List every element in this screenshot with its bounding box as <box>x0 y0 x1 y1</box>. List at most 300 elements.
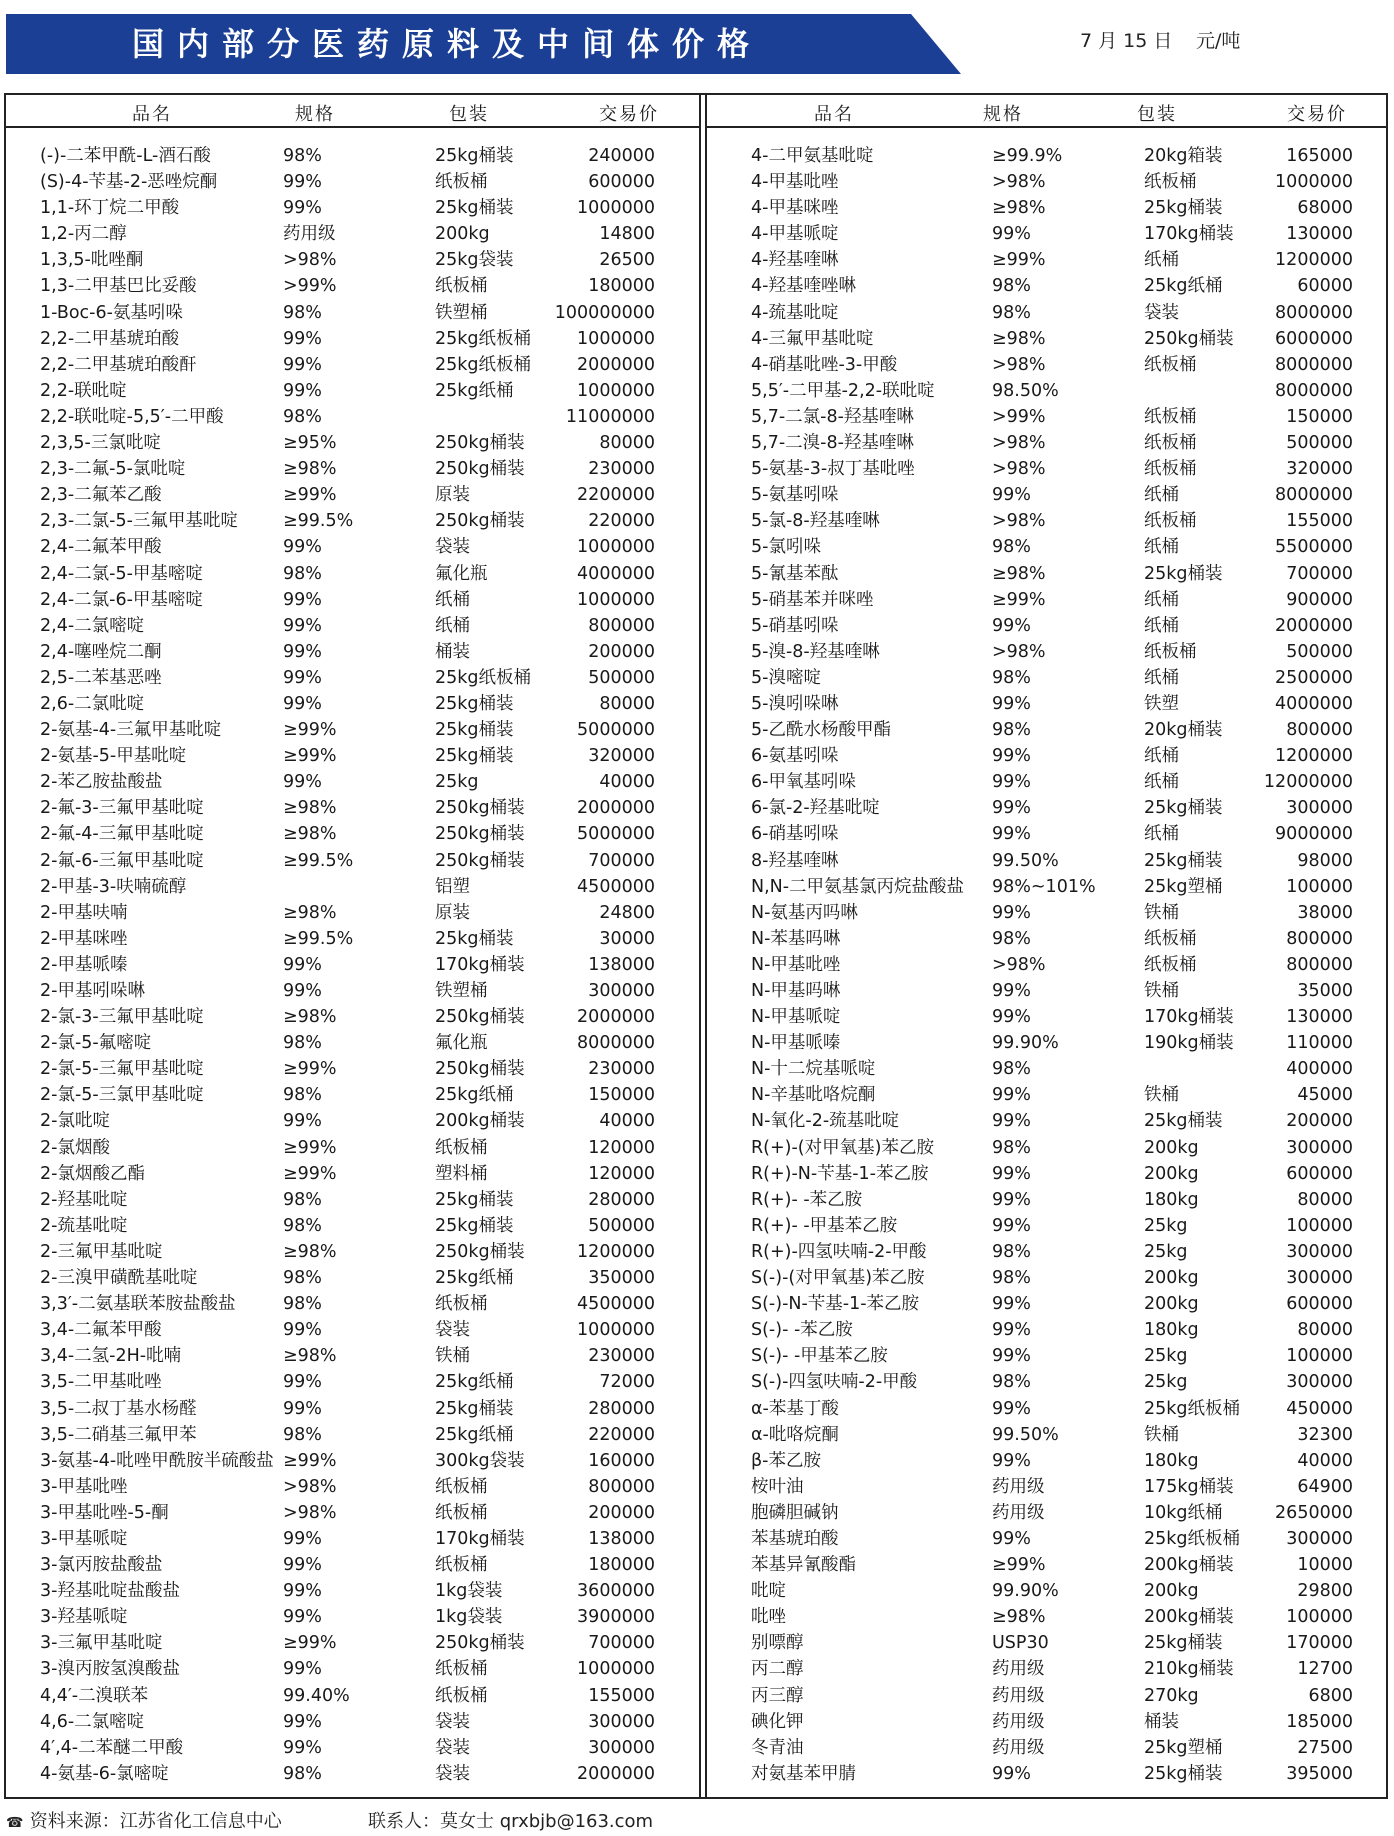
product-packaging: 180kg <box>1144 1450 1199 1471</box>
product-name: 2,3,5-三氯吡啶 <box>40 433 161 454</box>
product-price: 500000 <box>1286 433 1353 454</box>
product-packaging: 纸板桶 <box>435 1555 488 1576</box>
product-spec: 药用级 <box>992 1476 1045 1497</box>
product-name: 5-溴-8-羟基喹啉 <box>751 641 880 662</box>
table-row <box>6 1161 699 1187</box>
table-row <box>707 874 1386 900</box>
product-price: 40000 <box>1297 1450 1353 1471</box>
product-spec: 药用级 <box>283 224 336 245</box>
product-spec: 99% <box>992 772 1031 793</box>
product-price: 8000000 <box>1275 302 1353 323</box>
table-row <box>6 795 699 821</box>
table-row <box>6 1317 699 1343</box>
product-spec: >99% <box>992 406 1046 427</box>
price-table <box>4 93 1388 1799</box>
product-name: N,N-二甲氨基氯丙烷盐酸盐 <box>751 876 965 897</box>
product-packaging: 25kg <box>1144 1215 1188 1236</box>
product-spec: 98%~101% <box>992 876 1096 897</box>
product-packaging: 170kg桶装 <box>435 1528 525 1549</box>
product-name: 2-氯烟酸 <box>40 1137 110 1158</box>
product-spec: 99% <box>992 693 1031 714</box>
product-name: N-甲基吗啉 <box>751 981 841 1001</box>
product-packaging: 纸板桶 <box>1144 354 1197 375</box>
product-name: 4′,4-二苯醚二甲酸 <box>40 1737 184 1758</box>
table-row <box>707 952 1386 978</box>
product-price: 2200000 <box>577 485 655 506</box>
product-packaging: 25kg纸桶 <box>435 1085 514 1106</box>
product-price: 40000 <box>599 772 655 793</box>
table-row <box>6 665 699 691</box>
product-name: 3-氯丙胺盐酸盐 <box>40 1555 163 1576</box>
product-packaging: 桶装 <box>1144 1711 1179 1732</box>
product-spec: 98% <box>283 1085 322 1106</box>
table-row <box>707 300 1386 326</box>
table-row <box>707 1474 1386 1500</box>
table-row <box>6 143 699 169</box>
product-packaging: 25kg纸板桶 <box>435 667 532 688</box>
product-spec: >99% <box>283 276 337 297</box>
product-price: 64900 <box>1297 1476 1353 1497</box>
product-spec: >98% <box>283 1502 337 1523</box>
table-row <box>6 1343 699 1369</box>
product-name: 4-甲基哌啶 <box>751 224 839 245</box>
product-price: 800000 <box>588 1476 655 1497</box>
product-name: 3,5-二硝基三氟甲苯 <box>40 1424 197 1445</box>
product-price: 300000 <box>588 1737 655 1758</box>
product-spec: 药用级 <box>992 1711 1045 1732</box>
product-packaging: 纸板桶 <box>1144 641 1197 662</box>
product-spec: ≥98% <box>283 459 337 480</box>
source-note: 资料来源：江苏省化工信息中心 <box>29 1811 282 1832</box>
product-price: 500000 <box>1286 641 1353 662</box>
product-spec: 99% <box>283 693 322 714</box>
table-row <box>707 378 1386 404</box>
product-spec: ≥99.5% <box>283 928 354 949</box>
product-name: 2-氯-5-三氯甲基吡啶 <box>40 1085 204 1106</box>
report-date: 7 月 15 日 <box>1080 30 1173 52</box>
product-spec: ≥98% <box>283 1346 337 1367</box>
product-price: 2650000 <box>1275 1502 1353 1523</box>
product-spec: 99% <box>992 1215 1031 1236</box>
product-packaging: 铁桶 <box>1144 1424 1179 1445</box>
product-packaging: 210kg桶装 <box>1144 1659 1234 1680</box>
product-price: 12700 <box>1297 1659 1353 1680</box>
product-price: 1000000 <box>577 328 655 349</box>
product-packaging: 200kg <box>1144 1137 1199 1158</box>
product-price: 180000 <box>588 1555 655 1576</box>
table-row <box>6 482 699 508</box>
product-packaging: 180kg <box>1144 1189 1199 1210</box>
product-price: 300000 <box>1286 798 1353 819</box>
table-row <box>6 221 699 247</box>
product-packaging: 纸板桶 <box>1144 406 1197 427</box>
product-name: 2-氨基-5-甲基吡啶 <box>40 746 187 767</box>
product-name: 2-氯-5-三氟甲基吡啶 <box>40 1059 204 1080</box>
product-name: 2-氯-5-氟嘧啶 <box>40 1033 152 1054</box>
table-row <box>707 743 1386 769</box>
product-packaging: 塑料桶 <box>435 1163 488 1184</box>
table-row <box>6 534 699 560</box>
column-header-right <box>707 95 1386 128</box>
table-row <box>707 1082 1386 1108</box>
table-row <box>6 1709 699 1735</box>
product-name: R(+)- -甲基苯乙胺 <box>751 1215 898 1236</box>
product-spec: ≥99% <box>992 250 1046 271</box>
product-spec: 99% <box>283 1398 322 1419</box>
product-spec: ≥99.9% <box>992 146 1063 166</box>
product-price: 600000 <box>588 172 655 193</box>
product-price: 6000000 <box>1275 328 1353 349</box>
product-name: N-甲基哌嗪 <box>751 1033 841 1054</box>
table-row <box>707 1135 1386 1161</box>
product-spec: 99% <box>283 1372 322 1393</box>
table-row <box>6 952 699 978</box>
product-price: 320000 <box>1286 459 1353 480</box>
product-packaging: 纸板桶 <box>435 1502 488 1523</box>
product-packaging: 纸板桶 <box>435 1294 488 1315</box>
product-spec: ≥99% <box>992 1555 1046 1576</box>
product-name: 2,5-二苯基恶唑 <box>40 667 162 688</box>
product-name: 2,4-二氟苯甲酸 <box>40 537 162 558</box>
col-pack-header: 包装 <box>1137 104 1177 125</box>
product-price: 2000000 <box>577 354 655 375</box>
table-row <box>6 1291 699 1317</box>
table-row <box>707 1161 1386 1187</box>
product-price: 4500000 <box>577 876 655 897</box>
product-packaging: 纸板桶 <box>435 276 488 297</box>
product-price: 138000 <box>588 1528 655 1549</box>
product-spec: 药用级 <box>992 1737 1045 1758</box>
product-price: 2000000 <box>577 798 655 819</box>
table-row <box>6 430 699 456</box>
product-name: 5-氨基-3-叔丁基吡唑 <box>751 459 915 480</box>
product-name: 2,4-二氯嘧啶 <box>40 615 145 636</box>
product-spec: 99% <box>283 1528 322 1549</box>
table-row <box>707 1239 1386 1265</box>
product-spec: 99% <box>283 589 322 610</box>
product-price: 1200000 <box>1275 746 1353 767</box>
product-price: 350000 <box>588 1268 655 1289</box>
product-name: 2,4-噻唑烷二酮 <box>40 641 162 662</box>
product-packaging: 25kg桶装 <box>435 1215 514 1236</box>
table-row <box>6 1108 699 1134</box>
product-name: 冬青油 <box>751 1737 804 1758</box>
product-name: 6-硝基吲哚 <box>751 824 839 845</box>
product-price: 26500 <box>599 250 655 271</box>
product-packaging: 25kg桶装 <box>1144 563 1223 584</box>
product-spec: 98% <box>283 1294 322 1315</box>
product-price: 1000000 <box>577 1659 655 1680</box>
product-packaging: 铁桶 <box>1144 902 1179 923</box>
table-row <box>6 378 699 404</box>
product-packaging: 纸板桶 <box>1144 954 1197 975</box>
product-packaging: 25kg <box>1144 1372 1188 1393</box>
table-row <box>707 821 1386 847</box>
product-name: N-十二烷基哌啶 <box>751 1059 876 1080</box>
table-row <box>707 561 1386 587</box>
product-packaging: 250kg桶装 <box>435 824 525 845</box>
product-spec: 99% <box>283 328 322 349</box>
product-price: 2000000 <box>577 1763 655 1784</box>
product-packaging: 1kg袋装 <box>435 1607 503 1628</box>
product-packaging: 袋装 <box>435 537 470 558</box>
table-row <box>707 1761 1386 1787</box>
product-price: 300000 <box>588 1711 655 1732</box>
product-name: 3,3′-二氨基联苯胺盐酸盐 <box>40 1294 236 1315</box>
table-row <box>707 1291 1386 1317</box>
table-row <box>707 1422 1386 1448</box>
table-row <box>707 978 1386 1004</box>
product-price: 98000 <box>1297 850 1353 871</box>
product-name: 2-巯基吡啶 <box>40 1215 128 1236</box>
product-price: 230000 <box>588 459 655 480</box>
product-packaging: 250kg桶装 <box>435 850 525 871</box>
product-price: 200000 <box>588 1502 655 1523</box>
product-spec: 98% <box>992 1268 1031 1289</box>
product-spec: 99.90% <box>992 1581 1059 1602</box>
product-spec: 98% <box>283 1189 322 1210</box>
table-row <box>6 978 699 1004</box>
product-packaging: 纸板桶 <box>435 172 488 193</box>
table-row <box>707 587 1386 613</box>
product-name: 别嘌醇 <box>751 1633 804 1654</box>
table-row <box>6 900 699 926</box>
product-packaging: 铁塑桶 <box>435 981 488 1001</box>
table-row <box>6 743 699 769</box>
product-price: 110000 <box>1286 1033 1353 1054</box>
product-spec: ≥99.5% <box>283 850 354 871</box>
product-price: 1200000 <box>1275 250 1353 271</box>
product-price: 5000000 <box>577 720 655 741</box>
product-name: 2-羟基吡啶 <box>40 1189 128 1210</box>
product-packaging: 纸桶 <box>1144 772 1179 793</box>
product-packaging: 铁塑 <box>1144 693 1179 714</box>
product-spec: 药用级 <box>992 1685 1045 1706</box>
product-spec: 98% <box>283 1215 322 1236</box>
product-spec: 99% <box>283 1111 322 1132</box>
product-name: S(-)-(对甲氧基)苯乙胺 <box>751 1268 925 1289</box>
product-packaging: 25kg纸桶 <box>435 1268 514 1289</box>
product-packaging: 25kg桶装 <box>435 746 514 767</box>
price-table-left <box>6 95 701 1797</box>
product-packaging: 纸板桶 <box>1144 511 1197 532</box>
product-price: 600000 <box>1286 1163 1353 1184</box>
product-spec: 98% <box>283 146 322 166</box>
product-spec: 99% <box>283 1607 322 1628</box>
product-spec: 98% <box>992 1137 1031 1158</box>
product-packaging: 纸板桶 <box>1144 459 1197 480</box>
table-row <box>707 404 1386 430</box>
product-spec: ≥98% <box>992 563 1046 584</box>
product-packaging: 25kg桶装 <box>435 1398 514 1419</box>
table-row <box>6 1552 699 1578</box>
product-spec: 98% <box>992 302 1031 323</box>
product-spec: >98% <box>992 433 1046 454</box>
product-packaging: 纸板桶 <box>435 1685 488 1706</box>
page-footer <box>6 1807 654 1833</box>
table-row <box>707 1396 1386 1422</box>
product-packaging: 25kg桶装 <box>435 198 514 219</box>
product-spec: 99% <box>992 1085 1031 1106</box>
product-spec: 99% <box>283 1737 322 1758</box>
page-title: 国内部分医药原料及中间体价格 <box>132 25 763 63</box>
product-spec: 98% <box>992 537 1031 558</box>
product-packaging: 200kg桶装 <box>1144 1555 1234 1576</box>
product-spec: 99% <box>283 1320 322 1341</box>
product-price: 155000 <box>1286 511 1353 532</box>
product-packaging: 250kg桶装 <box>435 1007 525 1028</box>
product-packaging: 25kg纸桶 <box>435 1424 514 1445</box>
product-price: 8000000 <box>577 1033 655 1054</box>
product-price: 8000000 <box>1275 380 1353 401</box>
product-packaging: 200kg <box>435 224 490 245</box>
product-price: 4500000 <box>577 1294 655 1315</box>
product-name: 苯基异氰酸酯 <box>751 1555 856 1576</box>
table-row <box>707 247 1386 273</box>
product-price: 120000 <box>588 1163 655 1184</box>
product-name: (S)-4-苄基-2-恶唑烷酮 <box>40 172 218 193</box>
table-row <box>707 1108 1386 1134</box>
table-row <box>6 1396 699 1422</box>
table-row <box>707 430 1386 456</box>
product-price: 700000 <box>1286 563 1353 584</box>
product-name: 4-三氟甲基吡啶 <box>751 328 874 349</box>
product-spec: >98% <box>992 641 1046 662</box>
product-price: 170000 <box>1286 1633 1353 1654</box>
product-spec: 99% <box>283 615 322 636</box>
table-row <box>707 1604 1386 1630</box>
product-price: 1000000 <box>577 380 655 401</box>
product-spec: USP30 <box>992 1633 1049 1654</box>
product-packaging: 纸板桶 <box>435 1659 488 1680</box>
table-row <box>707 1030 1386 1056</box>
product-name: 苯基琥珀酸 <box>751 1528 839 1549</box>
table-row <box>6 1526 699 1552</box>
table-row <box>707 482 1386 508</box>
product-packaging: 纸桶 <box>1144 824 1179 845</box>
product-price: 300000 <box>1286 1241 1353 1262</box>
product-packaging: 纸板桶 <box>1144 433 1197 454</box>
product-price: 300000 <box>1286 1372 1353 1393</box>
product-price: 2000000 <box>1275 615 1353 636</box>
product-spec: >98% <box>992 511 1046 532</box>
product-name: 2-甲基咪唑 <box>40 928 128 949</box>
table-row <box>707 848 1386 874</box>
product-name: 桉叶油 <box>751 1476 804 1497</box>
product-name: 2,2-二甲基琥珀酸酐 <box>40 354 197 375</box>
product-spec: 99% <box>992 1294 1031 1315</box>
contact-note: 联系人：莫女士 qrxbjb@163.com <box>368 1811 654 1832</box>
product-spec: 药用级 <box>992 1502 1045 1523</box>
product-price: 1000000 <box>577 537 655 558</box>
product-spec: 98% <box>283 1268 322 1289</box>
product-price: 155000 <box>588 1685 655 1706</box>
table-row <box>6 1369 699 1395</box>
product-price: 60000 <box>1297 276 1353 297</box>
product-price: 900000 <box>1286 589 1353 610</box>
product-name: 1,3,5-吡唑酮 <box>40 250 144 271</box>
product-name: 4,4′-二溴联苯 <box>40 1685 149 1706</box>
product-name: 2-氨基-4-三氟甲基吡啶 <box>40 720 222 741</box>
table-row <box>6 1761 699 1787</box>
product-name: 2,3-二氯-5-三氟甲基吡啶 <box>40 511 238 532</box>
product-packaging: 纸板桶 <box>435 1476 488 1497</box>
product-packaging: 25kg桶装 <box>435 146 514 166</box>
product-price: 130000 <box>1286 224 1353 245</box>
product-spec: 98% <box>283 1033 322 1054</box>
product-price: 185000 <box>1286 1711 1353 1732</box>
product-spec: 98% <box>992 928 1031 949</box>
product-price: 30000 <box>599 928 655 949</box>
column-header-left <box>6 95 699 128</box>
product-name: 5-溴嘧啶 <box>751 667 821 688</box>
table-row <box>707 143 1386 169</box>
product-spec: 99% <box>992 824 1031 845</box>
product-spec: ≥99% <box>283 1137 337 1158</box>
product-spec: 99% <box>992 224 1031 245</box>
product-spec: ≥98% <box>992 198 1046 219</box>
table-row <box>6 1500 699 1526</box>
product-price: 8000000 <box>1275 485 1353 506</box>
product-name: N-氨基丙吗啉 <box>751 902 858 923</box>
product-packaging: 袋装 <box>435 1711 470 1732</box>
product-name: 2,4-二氯-6-甲基嘧啶 <box>40 589 203 610</box>
table-row <box>6 613 699 639</box>
product-packaging: 25kg <box>1144 1346 1188 1367</box>
col-name-header: 品名 <box>814 104 854 125</box>
product-spec: 98% <box>283 406 322 427</box>
product-price: 32300 <box>1297 1424 1353 1445</box>
product-spec: 98% <box>283 1424 322 1445</box>
product-spec: 99% <box>992 485 1031 506</box>
table-row <box>6 1604 699 1630</box>
table-row <box>6 587 699 613</box>
product-packaging: 纸桶 <box>1144 615 1179 636</box>
product-packaging: 250kg桶装 <box>435 511 525 532</box>
table-row <box>707 639 1386 665</box>
col-name-header: 品名 <box>132 104 172 125</box>
product-packaging: 200kg <box>1144 1581 1199 1602</box>
table-row <box>6 1030 699 1056</box>
product-name: 6-氨基吲哚 <box>751 746 839 767</box>
product-name: R(+)-N-苄基-1-苯乙胺 <box>751 1163 929 1184</box>
product-spec: >98% <box>992 954 1046 975</box>
product-price: 230000 <box>588 1059 655 1080</box>
product-name: 3-甲基哌啶 <box>40 1528 128 1549</box>
product-price: 3900000 <box>577 1607 655 1628</box>
product-name: 吡唑 <box>751 1607 786 1628</box>
product-spec: 99.50% <box>992 850 1059 871</box>
table-row <box>707 1056 1386 1082</box>
product-packaging: 纸桶 <box>1144 589 1179 610</box>
product-packaging: 25kg桶装 <box>1144 850 1223 871</box>
product-price: 40000 <box>599 1111 655 1132</box>
product-packaging: 200kg <box>1144 1294 1199 1315</box>
product-packaging: 250kg桶装 <box>1144 328 1234 349</box>
product-spec: 99% <box>283 1555 322 1576</box>
product-name: 4-二甲氨基吡啶 <box>751 146 874 166</box>
product-price: 500000 <box>588 1215 655 1236</box>
product-packaging: 250kg桶装 <box>435 1633 525 1654</box>
product-name: 2,3-二氟-5-氯吡啶 <box>40 459 186 480</box>
product-price: 12000000 <box>1263 772 1353 793</box>
product-price: 10000 <box>1297 1555 1353 1576</box>
product-packaging: 25kg桶装 <box>435 928 514 949</box>
product-name: 4-羟基喹唑啉 <box>751 276 856 297</box>
product-price: 300000 <box>1286 1137 1353 1158</box>
product-spec: 99% <box>992 1007 1031 1028</box>
product-name: 2,2-二甲基琥珀酸 <box>40 328 180 349</box>
